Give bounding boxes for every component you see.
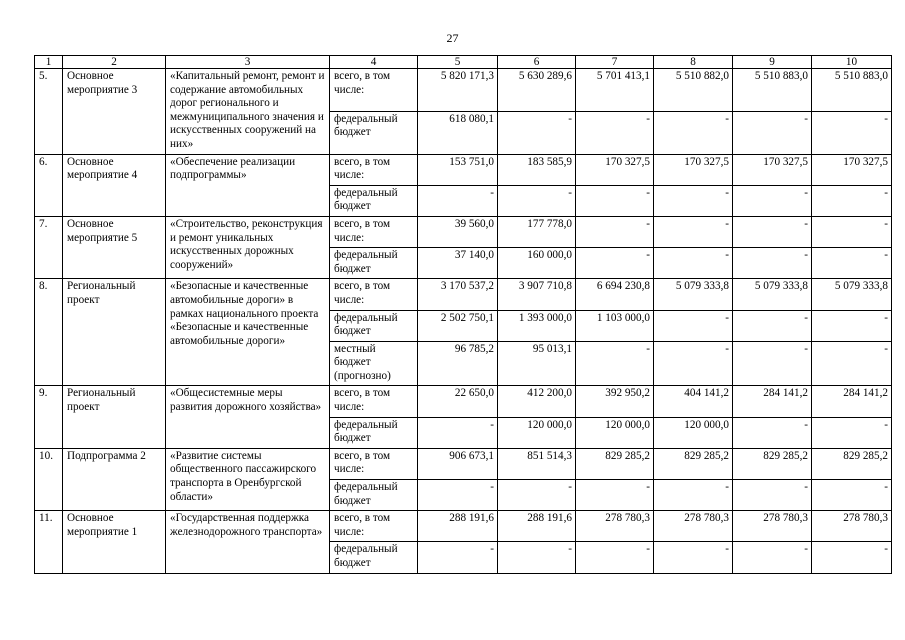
value-cell: 6 694 230,8 <box>576 279 654 310</box>
header-cell: 1 <box>35 56 63 69</box>
value-cell: 618 080,1 <box>418 111 498 154</box>
event-name-cell: «Капитальный ремонт, ремонт и содержание автомобильных дорог регионального и межмуниципального значения и искусственных сооружений на них» <box>166 69 330 155</box>
value-cell: - <box>654 248 733 279</box>
value-cell: 5 820 171,3 <box>418 69 498 112</box>
header-cell: 4 <box>330 56 418 69</box>
value-cell: - <box>654 341 733 386</box>
value-cell: 5 510 883,0 <box>812 69 892 112</box>
value-cell: - <box>812 248 892 279</box>
value-cell: 412 200,0 <box>498 386 576 417</box>
value-cell: - <box>576 248 654 279</box>
value-cell: - <box>418 542 498 573</box>
value-cell: 829 285,2 <box>576 448 654 479</box>
value-cell: - <box>576 542 654 573</box>
table-row <box>35 69 892 112</box>
row-number-cell: 10. <box>35 448 63 510</box>
table-row <box>35 448 892 479</box>
table-row <box>35 154 892 185</box>
value-cell: 5 630 289,6 <box>498 69 576 112</box>
table-row <box>35 279 892 310</box>
value-cell: 170 327,5 <box>654 154 733 185</box>
value-cell: 3 170 537,2 <box>418 279 498 310</box>
event-type-cell: Подпрограмма 2 <box>63 448 166 510</box>
page-number: 27 <box>446 31 459 45</box>
value-cell: 170 327,5 <box>812 154 892 185</box>
value-cell: 3 907 710,8 <box>498 279 576 310</box>
value-cell: - <box>418 185 498 216</box>
value-cell: 1 393 000,0 <box>498 310 576 341</box>
value-cell: - <box>654 216 733 247</box>
funding-source-cell: федеральный бюджет <box>330 480 418 511</box>
value-cell: 284 141,2 <box>812 386 892 417</box>
value-cell: 5 079 333,8 <box>733 279 812 310</box>
event-name-cell: «Строительство, реконструкция и ремонт уникальных искусственных дорожных сооружений» <box>166 216 330 278</box>
value-cell: - <box>576 341 654 386</box>
value-cell: - <box>576 480 654 511</box>
value-cell: 829 285,2 <box>654 448 733 479</box>
value-cell: 95 013,1 <box>498 341 576 386</box>
value-cell: - <box>733 310 812 341</box>
value-cell: 120 000,0 <box>654 417 733 448</box>
row-number-cell: 7. <box>35 216 63 278</box>
value-cell: - <box>498 542 576 573</box>
funding-source-cell: федеральный бюджет <box>330 248 418 279</box>
funding-source-cell: всего, в том числе: <box>330 154 418 185</box>
value-cell: - <box>654 185 733 216</box>
value-cell: 153 751,0 <box>418 154 498 185</box>
event-type-cell: Основное мероприятие 1 <box>63 511 166 573</box>
table-row <box>35 216 892 247</box>
value-cell: 120 000,0 <box>498 417 576 448</box>
value-cell: 183 585,9 <box>498 154 576 185</box>
value-cell: - <box>812 185 892 216</box>
funding-source-cell: всего, в том числе: <box>330 279 418 310</box>
row-number-cell: 8. <box>35 279 63 386</box>
value-cell: 160 000,0 <box>498 248 576 279</box>
funding-source-cell: всего, в том числе: <box>330 386 418 417</box>
value-cell: 404 141,2 <box>654 386 733 417</box>
value-cell: 284 141,2 <box>733 386 812 417</box>
header-cell: 6 <box>498 56 576 69</box>
value-cell: 288 191,6 <box>498 511 576 542</box>
value-cell: - <box>812 542 892 573</box>
value-cell: 170 327,5 <box>576 154 654 185</box>
event-name-cell: «Безопасные и качественные автомобильные дороги» в рамках национального проекта «Безопасные и качественные автомобильные дороги» <box>166 279 330 386</box>
budget-table <box>34 55 892 574</box>
value-cell: - <box>733 111 812 154</box>
header-cell: 2 <box>63 56 166 69</box>
value-cell: 278 780,3 <box>576 511 654 542</box>
event-name-cell: «Общесистемные меры развития дорожного хозяйства» <box>166 386 330 448</box>
value-cell: - <box>654 310 733 341</box>
event-type-cell: Основное мероприятие 3 <box>63 69 166 155</box>
value-cell: - <box>654 111 733 154</box>
value-cell: - <box>812 480 892 511</box>
value-cell: - <box>733 480 812 511</box>
value-cell: - <box>733 216 812 247</box>
event-name-cell: «Обеспечение реализации подпрограммы» <box>166 154 330 216</box>
value-cell: 22 650,0 <box>418 386 498 417</box>
value-cell: 96 785,2 <box>418 341 498 386</box>
value-cell: 39 560,0 <box>418 216 498 247</box>
value-cell: 170 327,5 <box>733 154 812 185</box>
funding-source-cell: федеральный бюджет <box>330 310 418 341</box>
value-cell: - <box>654 542 733 573</box>
funding-source-cell: федеральный бюджет <box>330 185 418 216</box>
value-cell: 829 285,2 <box>812 448 892 479</box>
value-cell: 829 285,2 <box>733 448 812 479</box>
event-name-cell: «Развитие системы общественного пассажирского транспорта в Оренбургской области» <box>166 448 330 510</box>
value-cell: 278 780,3 <box>733 511 812 542</box>
value-cell: - <box>498 480 576 511</box>
value-cell: 288 191,6 <box>418 511 498 542</box>
row-number-cell: 5. <box>35 69 63 155</box>
funding-source-cell: федеральный бюджет <box>330 417 418 448</box>
header-cell: 3 <box>166 56 330 69</box>
event-type-cell: Региональный проект <box>63 386 166 448</box>
value-cell: 37 140,0 <box>418 248 498 279</box>
value-cell: 392 950,2 <box>576 386 654 417</box>
funding-source-cell: местный бюджет (прогнозно) <box>330 341 418 386</box>
event-type-cell: Основное мероприятие 4 <box>63 154 166 216</box>
value-cell: 1 103 000,0 <box>576 310 654 341</box>
value-cell: - <box>733 417 812 448</box>
value-cell: 906 673,1 <box>418 448 498 479</box>
value-cell: 278 780,3 <box>812 511 892 542</box>
header-cell: 10 <box>812 56 892 69</box>
header-row <box>35 56 892 69</box>
funding-source-cell: всего, в том числе: <box>330 448 418 479</box>
funding-source-cell: всего, в том числе: <box>330 69 418 112</box>
header-cell: 7 <box>576 56 654 69</box>
value-cell: - <box>576 111 654 154</box>
value-cell: 5 510 882,0 <box>654 69 733 112</box>
value-cell: 5 510 883,0 <box>733 69 812 112</box>
header-cell: 9 <box>733 56 812 69</box>
value-cell: 177 778,0 <box>498 216 576 247</box>
value-cell: - <box>733 248 812 279</box>
value-cell: - <box>812 310 892 341</box>
value-cell: 2 502 750,1 <box>418 310 498 341</box>
value-cell: - <box>812 216 892 247</box>
value-cell: 851 514,3 <box>498 448 576 479</box>
funding-source-cell: федеральный бюджет <box>330 542 418 573</box>
value-cell: - <box>733 185 812 216</box>
value-cell: - <box>654 480 733 511</box>
event-type-cell: Основное мероприятие 5 <box>63 216 166 278</box>
row-number-cell: 9. <box>35 386 63 448</box>
value-cell: - <box>733 542 812 573</box>
row-number-cell: 11. <box>35 511 63 573</box>
value-cell: - <box>812 341 892 386</box>
value-cell: 5 079 333,8 <box>812 279 892 310</box>
event-type-cell: Региональный проект <box>63 279 166 386</box>
value-cell: 120 000,0 <box>576 417 654 448</box>
value-cell: 5 079 333,8 <box>654 279 733 310</box>
value-cell: - <box>576 216 654 247</box>
value-cell: - <box>812 111 892 154</box>
row-number-cell: 6. <box>35 154 63 216</box>
funding-source-cell: федеральный бюджет <box>330 111 418 154</box>
value-cell: - <box>498 185 576 216</box>
budget-table-body <box>35 56 892 574</box>
value-cell: - <box>576 185 654 216</box>
value-cell: - <box>418 417 498 448</box>
value-cell: - <box>812 417 892 448</box>
event-name-cell: «Государственная поддержка железнодорожного транспорта» <box>166 511 330 573</box>
value-cell: - <box>418 480 498 511</box>
value-cell: 278 780,3 <box>654 511 733 542</box>
funding-source-cell: всего, в том числе: <box>330 216 418 247</box>
header-cell: 8 <box>654 56 733 69</box>
funding-source-cell: всего, в том числе: <box>330 511 418 542</box>
value-cell: - <box>498 111 576 154</box>
table-row <box>35 386 892 417</box>
header-cell: 5 <box>418 56 498 69</box>
value-cell: 5 701 413,1 <box>576 69 654 112</box>
value-cell: - <box>733 341 812 386</box>
table-row <box>35 511 892 542</box>
